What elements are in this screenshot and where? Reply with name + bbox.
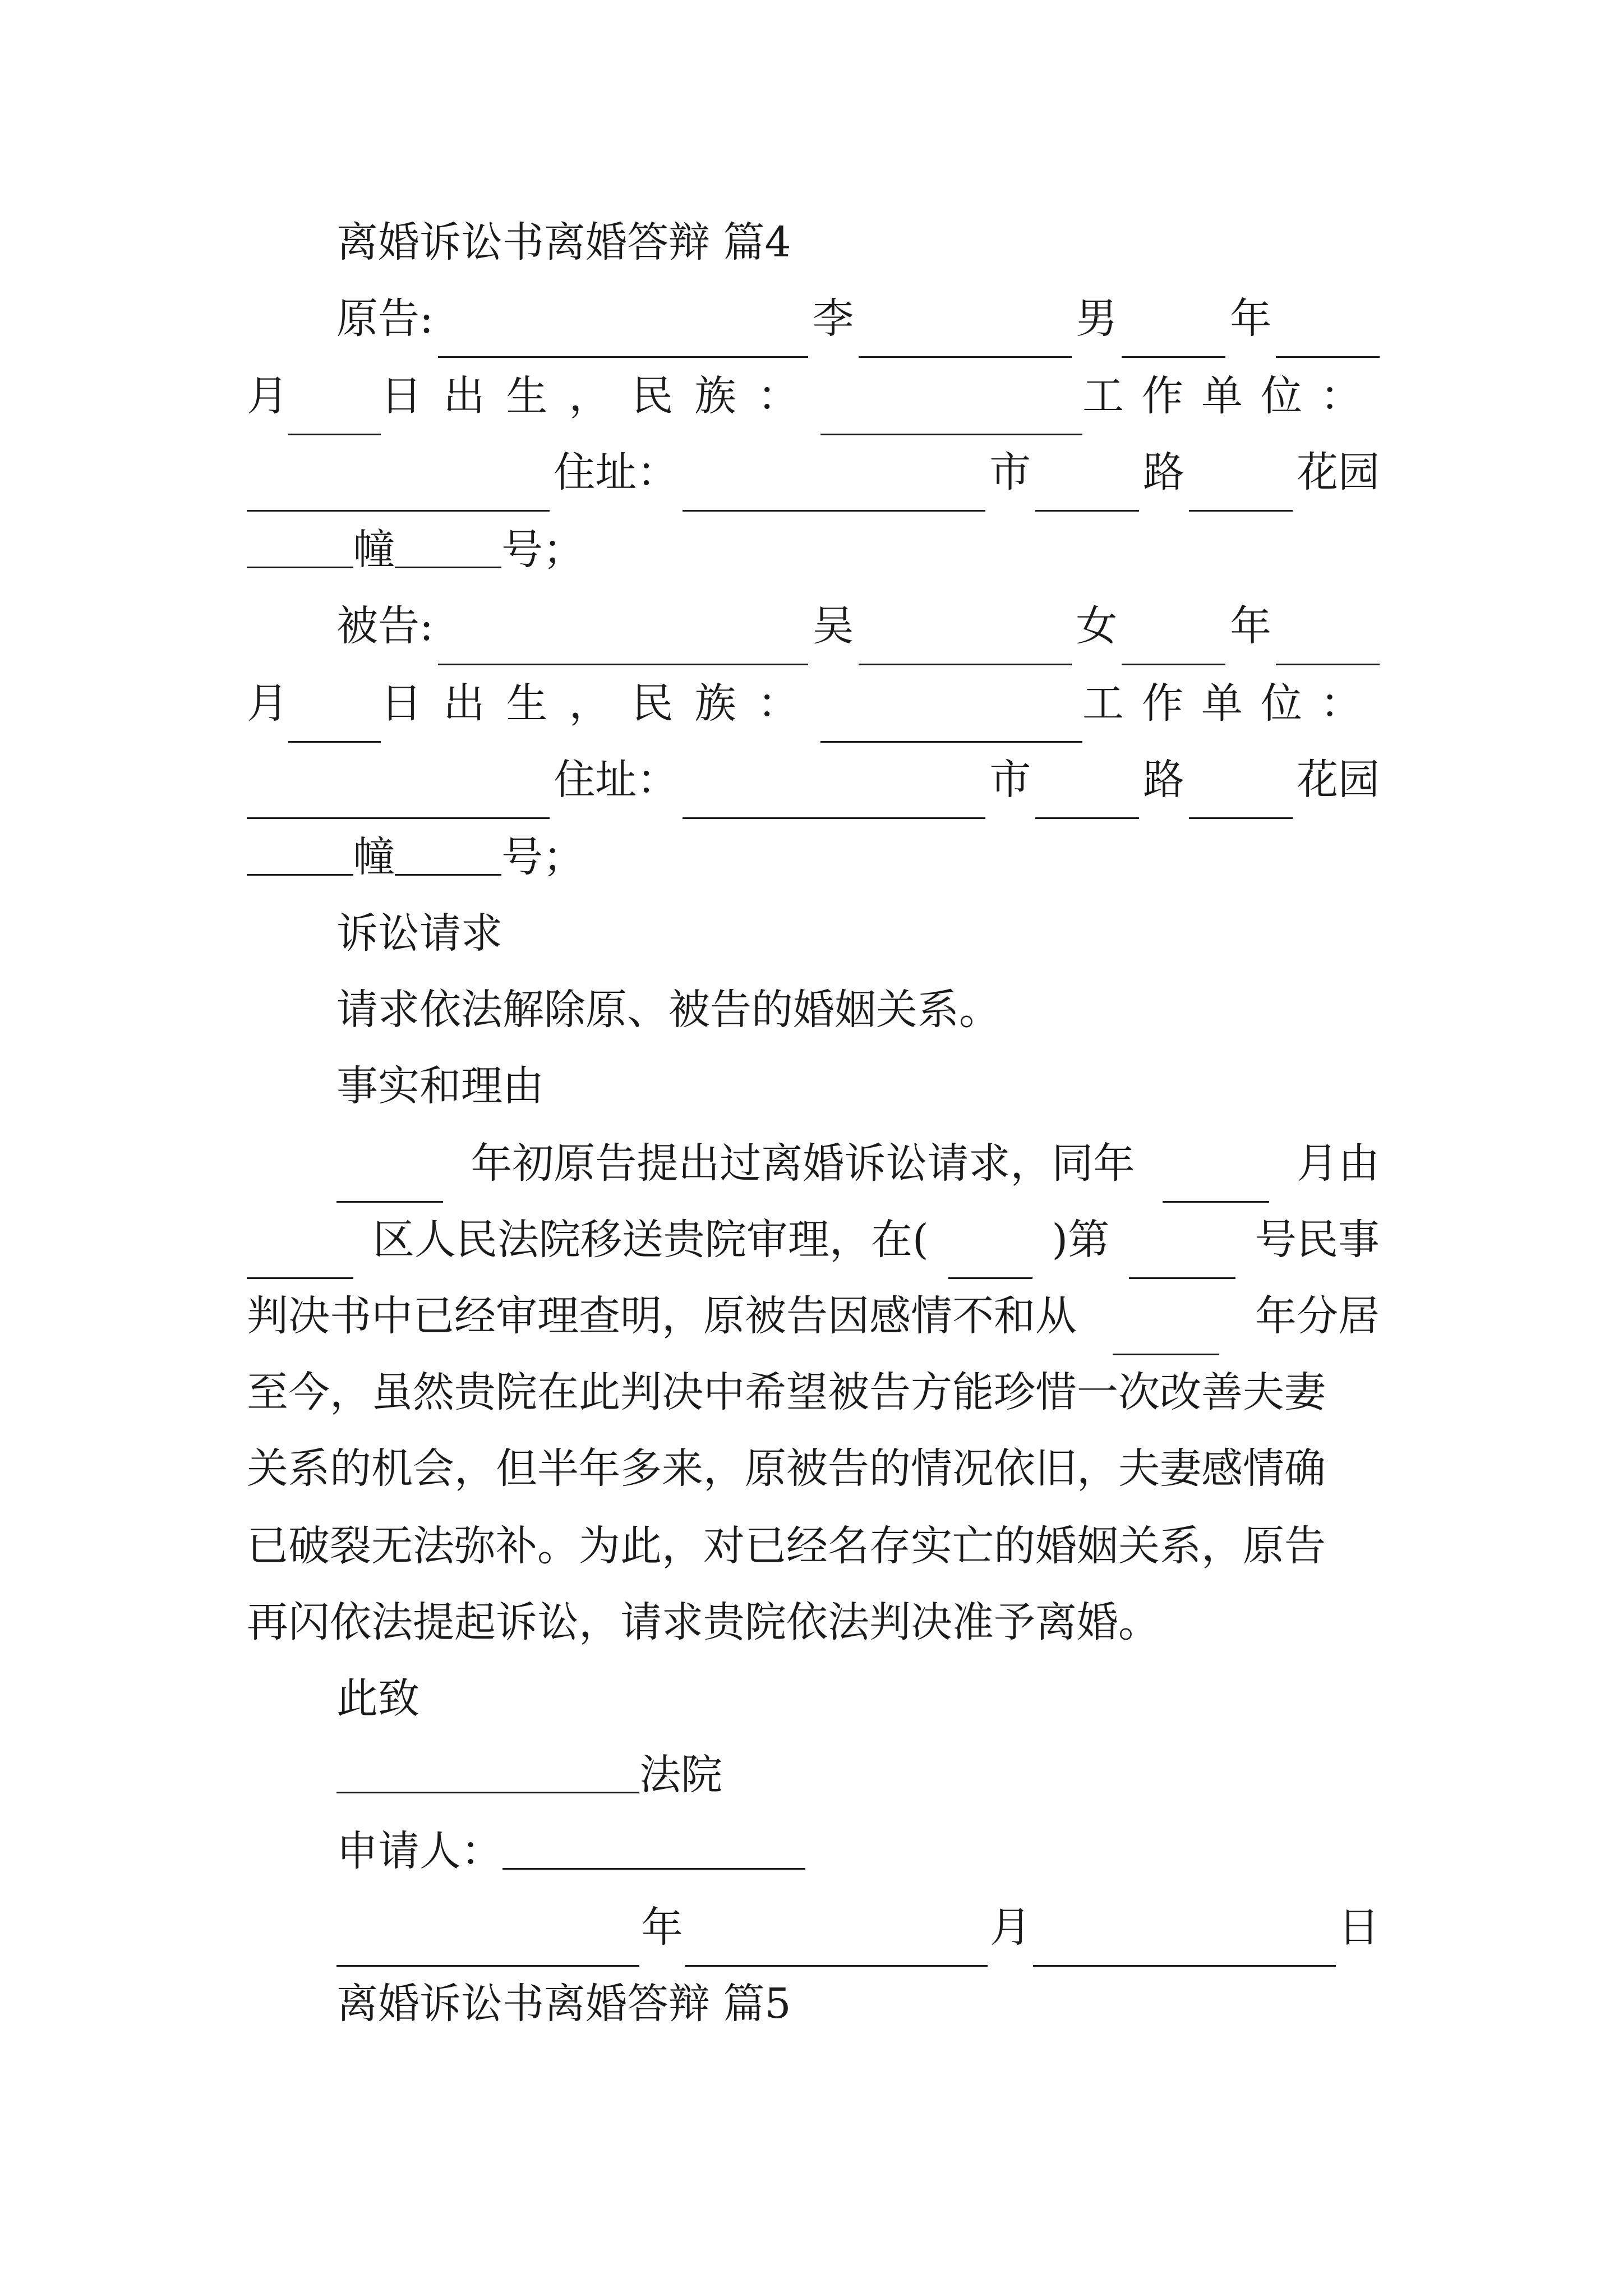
- month-label: 月: [247, 679, 288, 728]
- facts-text: 区人民法院移送贵院审理，在(: [372, 1216, 929, 1264]
- section-heading-5: [247, 1964, 1380, 2043]
- plaintiff-label: 原告:: [336, 295, 434, 343]
- defendant-line-4: [247, 818, 1380, 896]
- garden-label: 花园: [1296, 756, 1380, 804]
- building-label: 幢: [353, 833, 395, 881]
- blank-field: [1276, 312, 1380, 358]
- facts-line-6: [247, 1507, 1380, 1585]
- facts-text: 再闪依法提起诉讼，请求贵院依法判决准予离婚。: [247, 1598, 1160, 1646]
- date-line: [247, 1888, 1380, 1967]
- city-label: 市: [989, 756, 1031, 804]
- facts-title-text: 事实和理由: [336, 1062, 544, 1110]
- blank-field: [948, 1234, 1032, 1279]
- blank-field: [859, 312, 1072, 358]
- plaintiff-name: 李: [812, 295, 854, 343]
- facts-text: 年初原告提出过离婚诉讼请求，同年: [471, 1139, 1135, 1188]
- road-label: 路: [1143, 448, 1185, 496]
- blank-field: [685, 1921, 988, 1967]
- claims-body-text: 请求依法解除原、被告的婚姻关系。: [336, 986, 1000, 1034]
- date-day-label: 日: [1338, 1903, 1380, 1952]
- blank-field: [336, 1157, 443, 1203]
- defendant-gender: 女: [1076, 602, 1118, 650]
- work-label: 工作单位：: [1082, 679, 1380, 728]
- blank-field: [288, 390, 381, 435]
- facts-line-2: [247, 1200, 1380, 1279]
- blank-field: [288, 697, 381, 743]
- road-label: 路: [1143, 756, 1185, 804]
- salutation: [247, 1659, 1380, 1738]
- section-heading-4: [247, 203, 1380, 282]
- number-label: 号；: [501, 833, 584, 881]
- claims-title: [247, 894, 1380, 973]
- blank-field: [1113, 1310, 1219, 1355]
- defendant-line-3: [247, 740, 1380, 819]
- facts-line-4: [247, 1353, 1380, 1432]
- facts-line-5: [247, 1429, 1380, 1508]
- court-line: [247, 1736, 1380, 1814]
- facts-text: 判决书中已经审理查明，原被告因感情不和从: [247, 1292, 1077, 1340]
- defendant-label: 被告:: [336, 602, 434, 650]
- blank-field: [247, 774, 550, 819]
- facts-title: [247, 1047, 1380, 1125]
- heading-text: 离婚诉讼书离婚答辩 篇4: [336, 218, 791, 266]
- born-label: 日出生，: [380, 372, 632, 420]
- address-label: 住址：: [554, 756, 679, 804]
- blank-field: [336, 1748, 639, 1793]
- blank-field: [395, 830, 501, 876]
- blank-field: [247, 1234, 353, 1279]
- facts-text: 月由: [1296, 1139, 1380, 1188]
- heading-text: 离婚诉讼书离婚答辩 篇5: [336, 1980, 791, 2028]
- blank-field: [1122, 620, 1225, 665]
- work-label: 工作单位：: [1082, 372, 1380, 420]
- blank-field: [1189, 774, 1293, 819]
- blank-field: [247, 466, 550, 512]
- salutation-text: 此致: [336, 1674, 419, 1723]
- defendant-name: 吴: [812, 602, 854, 650]
- plaintiff-line-1: [247, 279, 1380, 358]
- plaintiff-line-4: [247, 510, 1380, 589]
- year-label: 年: [1230, 295, 1272, 343]
- year-label: 年: [1230, 602, 1272, 650]
- facts-line-7: [247, 1583, 1380, 1662]
- address-label: 住址：: [554, 448, 679, 496]
- blank-field: [683, 774, 985, 819]
- blank-field: [502, 1824, 805, 1870]
- born-label: 日出生，: [380, 679, 632, 728]
- blank-field: [820, 697, 1083, 743]
- claims-title-text: 诉讼请求: [336, 909, 502, 958]
- facts-text: 年分居: [1255, 1292, 1380, 1340]
- ethnicity-label: 民族：: [631, 679, 820, 728]
- date-month-label: 月: [989, 1903, 1031, 1952]
- blank-field: [1276, 620, 1380, 665]
- plaintiff-line-2: [247, 357, 1380, 435]
- plaintiff-gender: 男: [1076, 295, 1118, 343]
- city-label: 市: [989, 448, 1031, 496]
- facts-text: 关系的机会，但半年多来，原被告的情况依旧，夫妻感情确: [247, 1444, 1326, 1493]
- blank-field: [1035, 774, 1139, 819]
- defendant-line-1: [247, 587, 1380, 665]
- blank-field: [820, 390, 1083, 435]
- facts-text: 已破裂无法弥补。为此，对已经名存实亡的婚姻关系，原告: [247, 1522, 1326, 1570]
- blank-field: [859, 620, 1072, 665]
- date-year-label: 年: [641, 1903, 683, 1952]
- building-label: 幢: [353, 526, 395, 574]
- facts-line-1: [247, 1124, 1380, 1203]
- facts-line-3: [247, 1277, 1380, 1355]
- applicant-line: [247, 1812, 1380, 1890]
- blank-field: [247, 830, 353, 876]
- garden-label: 花园: [1296, 448, 1380, 496]
- blank-field: [247, 523, 353, 568]
- number-label: 号；: [501, 526, 584, 574]
- facts-text: 至今，虽然贵院在此判决中希望被告方能珍惜一次改善夫妻: [247, 1368, 1326, 1416]
- defendant-line-2: [247, 664, 1380, 743]
- blank-field: [438, 312, 808, 358]
- blank-field: [1163, 1157, 1269, 1203]
- blank-field: [438, 620, 808, 665]
- ethnicity-label: 民族：: [631, 372, 820, 420]
- blank-field: [683, 466, 985, 512]
- facts-text: )第: [1052, 1216, 1110, 1264]
- facts-text: 号民事: [1255, 1216, 1380, 1264]
- blank-field: [1122, 312, 1225, 358]
- blank-field: [1033, 1921, 1336, 1967]
- blank-field: [1035, 466, 1139, 512]
- blank-field: [1189, 466, 1293, 512]
- blank-field: [395, 523, 501, 568]
- applicant-label: 申请人：: [336, 1827, 502, 1875]
- claims-text: [247, 970, 1380, 1049]
- court-label: 法院: [639, 1751, 722, 1799]
- plaintiff-line-3: [247, 433, 1380, 512]
- blank-field: [336, 1921, 639, 1967]
- month-label: 月: [247, 372, 288, 420]
- blank-field: [1129, 1234, 1235, 1279]
